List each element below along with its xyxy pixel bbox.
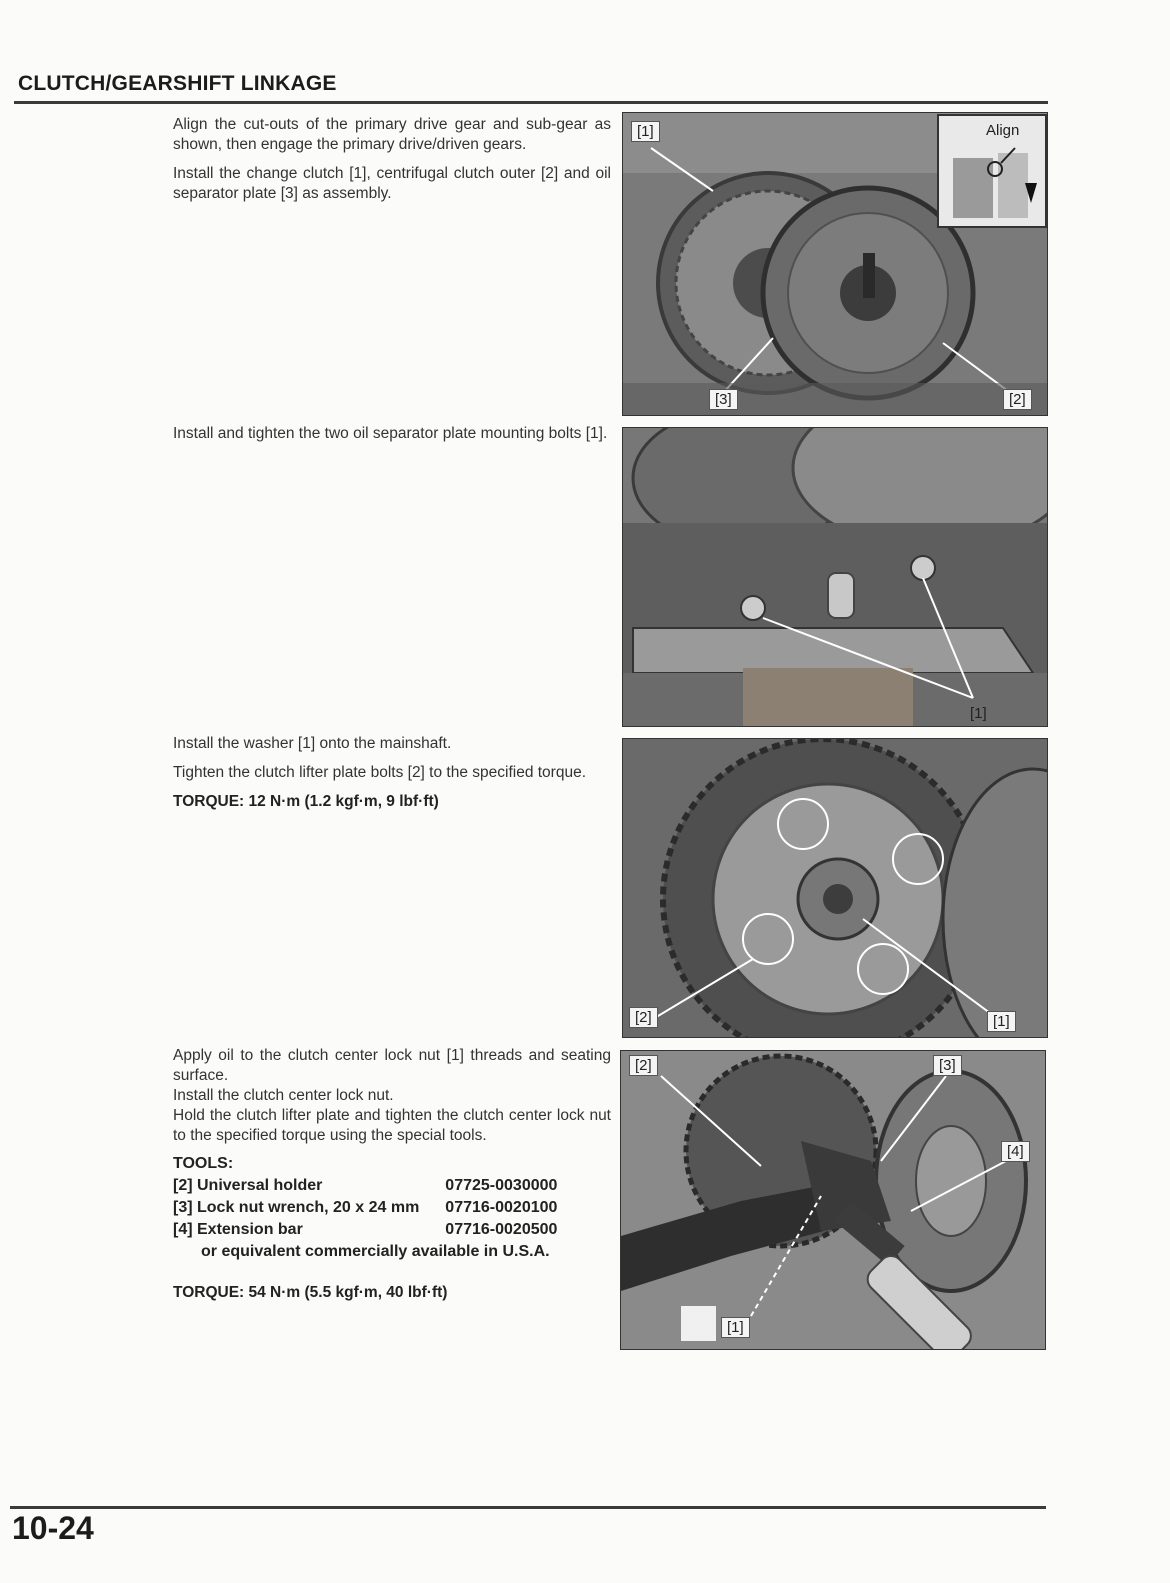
step-4-paragraph-1: Apply oil to the clutch center lock nut [1] threads and seating surface. (173, 1047, 611, 1084)
step-2-photo (622, 427, 1048, 727)
clutch-lifter-plate-illustration (623, 739, 1047, 1037)
step-2-callout-1: [1] (970, 705, 987, 722)
oil-separator-plate-illustration (623, 428, 1047, 726)
page-title: CLUTCH/GEARSHIFT LINKAGE (18, 72, 337, 95)
tools-note: or equivalent commercially available in U.S.A. (201, 1243, 550, 1260)
step-3-text (173, 734, 611, 821)
step-1-callout-3: [3] (709, 389, 738, 410)
step-4-photo (620, 1050, 1046, 1350)
tool-row (173, 1177, 557, 1199)
step-3-photo (622, 738, 1048, 1038)
tool-number: 07716-0020100 (445, 1199, 558, 1216)
tool-number: 07725-0030000 (445, 1177, 558, 1194)
tool-number: 07716-0020500 (445, 1221, 558, 1238)
step-4-paragraph-3: Hold the clutch lifter plate and tighten the clutch center lock nut to the specified torque using the special tools. (173, 1107, 611, 1144)
step-1-paragraph-1: Align the cut-outs of the primary drive gear and sub-gear as shown, then engage the primary drive/driven gears. (173, 116, 611, 153)
tool-row (173, 1221, 557, 1243)
step-3-callout-2: [2] (629, 1007, 658, 1028)
step-1-callout-1: [1] (631, 121, 660, 142)
step-3-paragraph-2: Tighten the clutch lifter plate bolts [2] to the specified torque. (173, 764, 586, 781)
step-3-callout-1: [1] (987, 1011, 1016, 1032)
lock-nut-tools-illustration (621, 1051, 1045, 1349)
step-1-callout-2: [2] (1003, 389, 1032, 410)
step-3-paragraph-1: Install the washer [1] onto the mainshaft. (173, 735, 452, 752)
step-3-torque: TORQUE: 12 N·m (1.2 kgf·m, 9 lbf·ft) (173, 793, 439, 810)
step-4-callout-1: [1] (721, 1317, 750, 1338)
tools-heading: TOOLS: (173, 1155, 234, 1172)
page-number: 10-24 (12, 1510, 94, 1546)
step-1-text (173, 115, 611, 213)
step-4-callout-2: [2] (629, 1055, 658, 1076)
header-rule (14, 101, 1048, 104)
step-4-paragraph-2: Install the clutch center lock nut. (173, 1087, 394, 1104)
tool-name: [2] Universal holder (173, 1177, 323, 1194)
step-4-callout-3: [3] (933, 1055, 962, 1076)
step-2-paragraph-1: Install and tighten the two oil separator plate mounting bolts [1]. (173, 425, 608, 442)
tool-name: [4] Extension bar (173, 1221, 303, 1238)
step-4-text (173, 1046, 611, 1312)
clutch-assembly-illustration (623, 113, 1047, 415)
step-4-callout-4: [4] (1001, 1141, 1030, 1162)
tool-name: [3] Lock nut wrench, 20 x 24 mm (173, 1199, 420, 1216)
tool-row (173, 1199, 557, 1221)
footer-rule (10, 1506, 1046, 1509)
tools-table (173, 1177, 557, 1243)
step-1-paragraph-2: Install the change clutch [1], centrifugal clutch outer [2] and oil separator plate [3] as assembly. (173, 165, 611, 202)
step-4-torque: TORQUE: 54 N·m (5.5 kgf·m, 40 lbf·ft) (173, 1284, 448, 1301)
step-1-photo (622, 112, 1048, 416)
step-2-text (173, 424, 611, 453)
step-1-callout-align: Align (986, 122, 1020, 139)
